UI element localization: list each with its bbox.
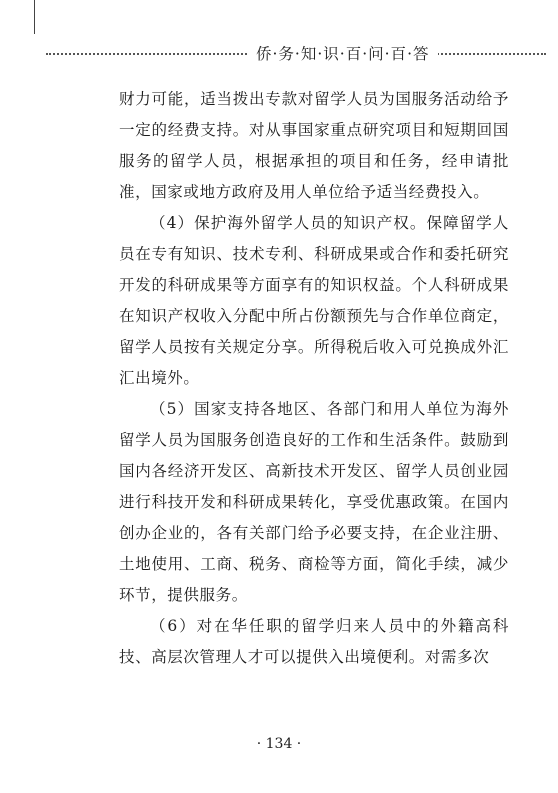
page-number: · 134 · (256, 736, 302, 752)
paragraph-item-5: （5）国家支持各地区、各部门和用人单位为海外留学人员为国服务创造良好的工作和生活条件。鼓励到国内各经济开发区、高新技术开发区、留学人员创业园进行科技开发和科研成果转化，享受优惠政策。在国内创办企业的，各有关部门给予必要支持，在企业注册、土地使用、工商、税务、商检等方面，简化手续，减少环节，提供服务。 (119, 400, 509, 604)
running-header-title: 侨·务·知·识·百·问·百·答 (248, 43, 438, 65)
running-header (46, 43, 546, 67)
paragraph-item-4: （4）保护海外留学人员的知识产权。保障留学人员在专有知识、技术专利、科研成果或合作和委托研究开发的科研成果等方面享有的知识权益。个人科研成果在知识产权收入分配中所占份额预先与合作单位商定，留学人员按有关规定分享。所得税后收入可兑换成外汇汇出境外。 (119, 214, 509, 387)
body-text (119, 84, 509, 673)
paragraph-item-6: （6）对在华任职的留学归来人员中的外籍高科技、高层次管理人才可以提供入出境便利。对需多次 (119, 617, 509, 666)
paragraph-continuation: 财力可能，适当拨出专款对留学人员为国服务活动给予一定的经费支持。对从事国家重点研究项目和短期回国服务的留学人员，根据承担的项目和任务，经申请批准，国家或地方政府及用人单位给予适当经费投入。 (119, 90, 509, 201)
page-edge-line (34, 0, 35, 34)
